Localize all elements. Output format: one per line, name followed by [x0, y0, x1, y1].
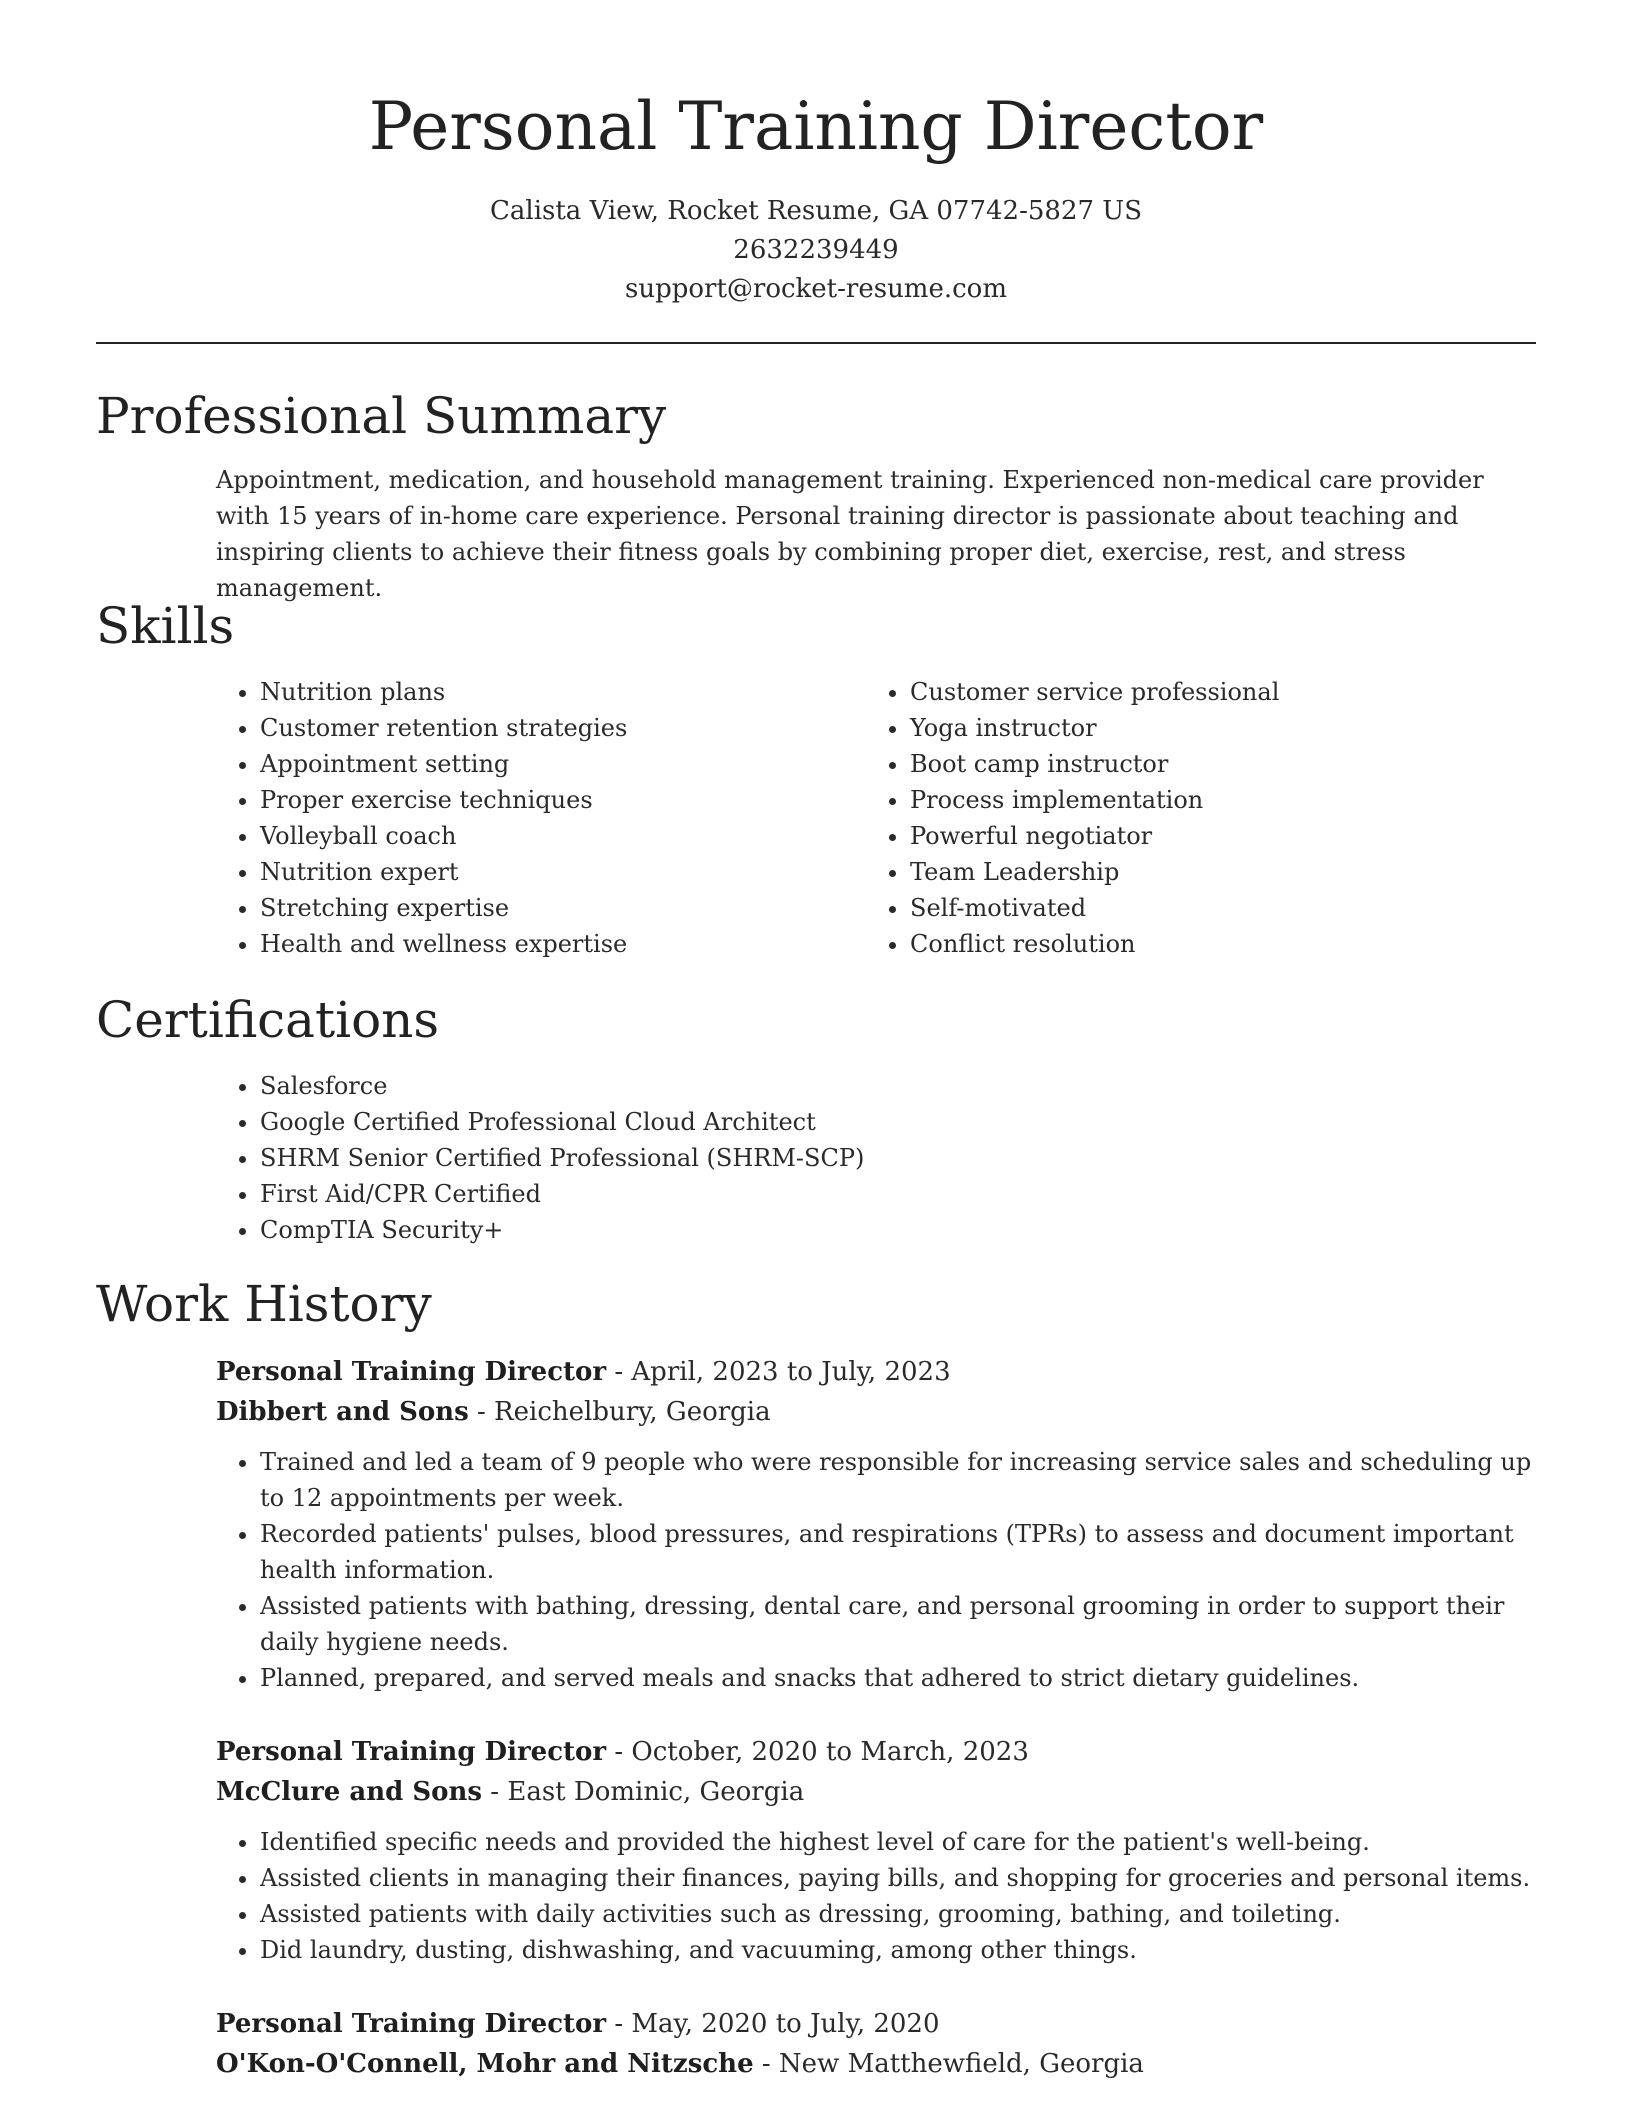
job-dates: - October, 2020 to March, 2023	[606, 1737, 1029, 1767]
job-role-line	[216, 2004, 1536, 2044]
certification-item: • SHRM Senior Certified Professional (SHRM-SCP)	[260, 1140, 864, 1176]
skills-heading: Skills	[96, 597, 235, 655]
job-dates: - April, 2023 to July, 2023	[606, 1357, 951, 1387]
skills-list-left	[216, 674, 627, 962]
skill-item: • Customer service professional	[910, 674, 1279, 710]
job-role: Personal Training Director	[216, 1737, 607, 1767]
job-entry	[216, 1352, 1536, 1696]
certifications-block	[216, 1068, 864, 1248]
skill-item: • Volleyball coach	[260, 818, 627, 854]
job-bullet: • Assisted patients with daily activities such as dressing, grooming, bathing, and toileting.	[260, 1896, 1536, 1932]
job-bullet: • Assisted patients with bathing, dressing, dental care, and personal grooming in order to support their daily hygiene needs.	[260, 1588, 1536, 1660]
job-bullet: • Assisted clients in managing their finances, paying bills, and shopping for groceries and personal items.	[260, 1860, 1536, 1896]
skill-item: • Process implementation	[910, 782, 1279, 818]
skills-list-right	[866, 674, 1279, 962]
job-location: - New Matthewfield, Georgia	[753, 2049, 1144, 2079]
contact-address: Calista View, Rocket Resume, GA 07742-5827 US	[489, 196, 1143, 226]
skill-item: • Team Leadership	[910, 854, 1279, 890]
resume-header	[0, 0, 1632, 309]
skill-item: • Proper exercise techniques	[260, 782, 627, 818]
candidate-title: Personal Training Director	[368, 88, 1264, 165]
job-company-line	[216, 1392, 1536, 1432]
skills-column-left	[216, 674, 627, 962]
summary-heading: Professional Summary	[96, 387, 667, 445]
certification-item: • Google Certified Professional Cloud Architect	[260, 1104, 864, 1140]
job-company: McClure and Sons	[216, 1777, 483, 1807]
job-bullet: • Did laundry, dusting, dishwashing, and vacuuming, among other things.	[260, 1932, 1536, 1968]
skill-item: • Stretching expertise	[260, 890, 627, 926]
certifications-heading: Certifications	[96, 991, 440, 1049]
job-bullets	[216, 1824, 1536, 1968]
certifications-list	[216, 1068, 864, 1248]
skill-item: • Customer retention strategies	[260, 710, 627, 746]
work-history-heading: Work History	[96, 1275, 432, 1333]
job-entry	[216, 1732, 1536, 1968]
skill-item: • Nutrition expert	[260, 854, 627, 890]
job-bullet: • Trained and led a team of 9 people who were responsible for increasing service sales and scheduling up to 12 appointments per week.	[260, 1444, 1536, 1516]
job-company: Dibbert and Sons	[216, 1397, 469, 1427]
skill-item: • Yoga instructor	[910, 710, 1279, 746]
job-role-line	[216, 1352, 1536, 1392]
contact-phone: 2632239449	[733, 235, 899, 265]
job-location: - Reichelbury, Georgia	[468, 1397, 771, 1427]
job-entry	[216, 2004, 1536, 2084]
job-location: - East Dominic, Georgia	[482, 1777, 805, 1807]
job-bullet: • Recorded patients' pulses, blood pressures, and respirations (TPRs) to assess and document important health information.	[260, 1516, 1536, 1588]
job-role-line	[216, 1732, 1536, 1772]
job-bullet: • Identified specific needs and provided the highest level of care for the patient's well-being.	[260, 1824, 1536, 1860]
job-role: Personal Training Director	[216, 2009, 607, 2039]
job-company-line	[216, 1772, 1536, 1812]
certification-item: • CompTIA Security+	[260, 1212, 864, 1248]
skill-item: • Nutrition plans	[260, 674, 627, 710]
job-dates: - May, 2020 to July, 2020	[606, 2009, 940, 2039]
certification-item: • First Aid/CPR Certified	[260, 1176, 864, 1212]
skill-item: • Appointment setting	[260, 746, 627, 782]
job-bullet: • Planned, prepared, and served meals and snacks that adhered to strict dietary guidelines.	[260, 1660, 1536, 1696]
job-role: Personal Training Director	[216, 1357, 607, 1387]
contact-email: support@rocket-resume.com	[624, 274, 1007, 304]
skill-item: • Health and wellness expertise	[260, 926, 627, 962]
certification-item: • Salesforce	[260, 1068, 864, 1104]
skill-item: • Powerful negotiator	[910, 818, 1279, 854]
summary-text: Appointment, medication, and household management training. Experienced non-medical care provider with 15 years of in-home care experience. Personal training director is passionate about teaching and inspiring clients to achieve their fitness goals by combining proper diet, exercise, rest, and stress management.	[216, 466, 1484, 602]
job-company-line	[216, 2044, 1536, 2084]
skill-item: • Self-motivated	[910, 890, 1279, 926]
contact-block	[0, 192, 1632, 309]
job-bullets	[216, 1444, 1536, 1696]
job-company: O'Kon-O'Connell, Mohr and Nitzsche	[216, 2049, 754, 2079]
header-divider	[96, 342, 1536, 344]
skills-column-right	[866, 674, 1279, 962]
skill-item: • Boot camp instructor	[910, 746, 1279, 782]
skill-item: • Conflict resolution	[910, 926, 1279, 962]
